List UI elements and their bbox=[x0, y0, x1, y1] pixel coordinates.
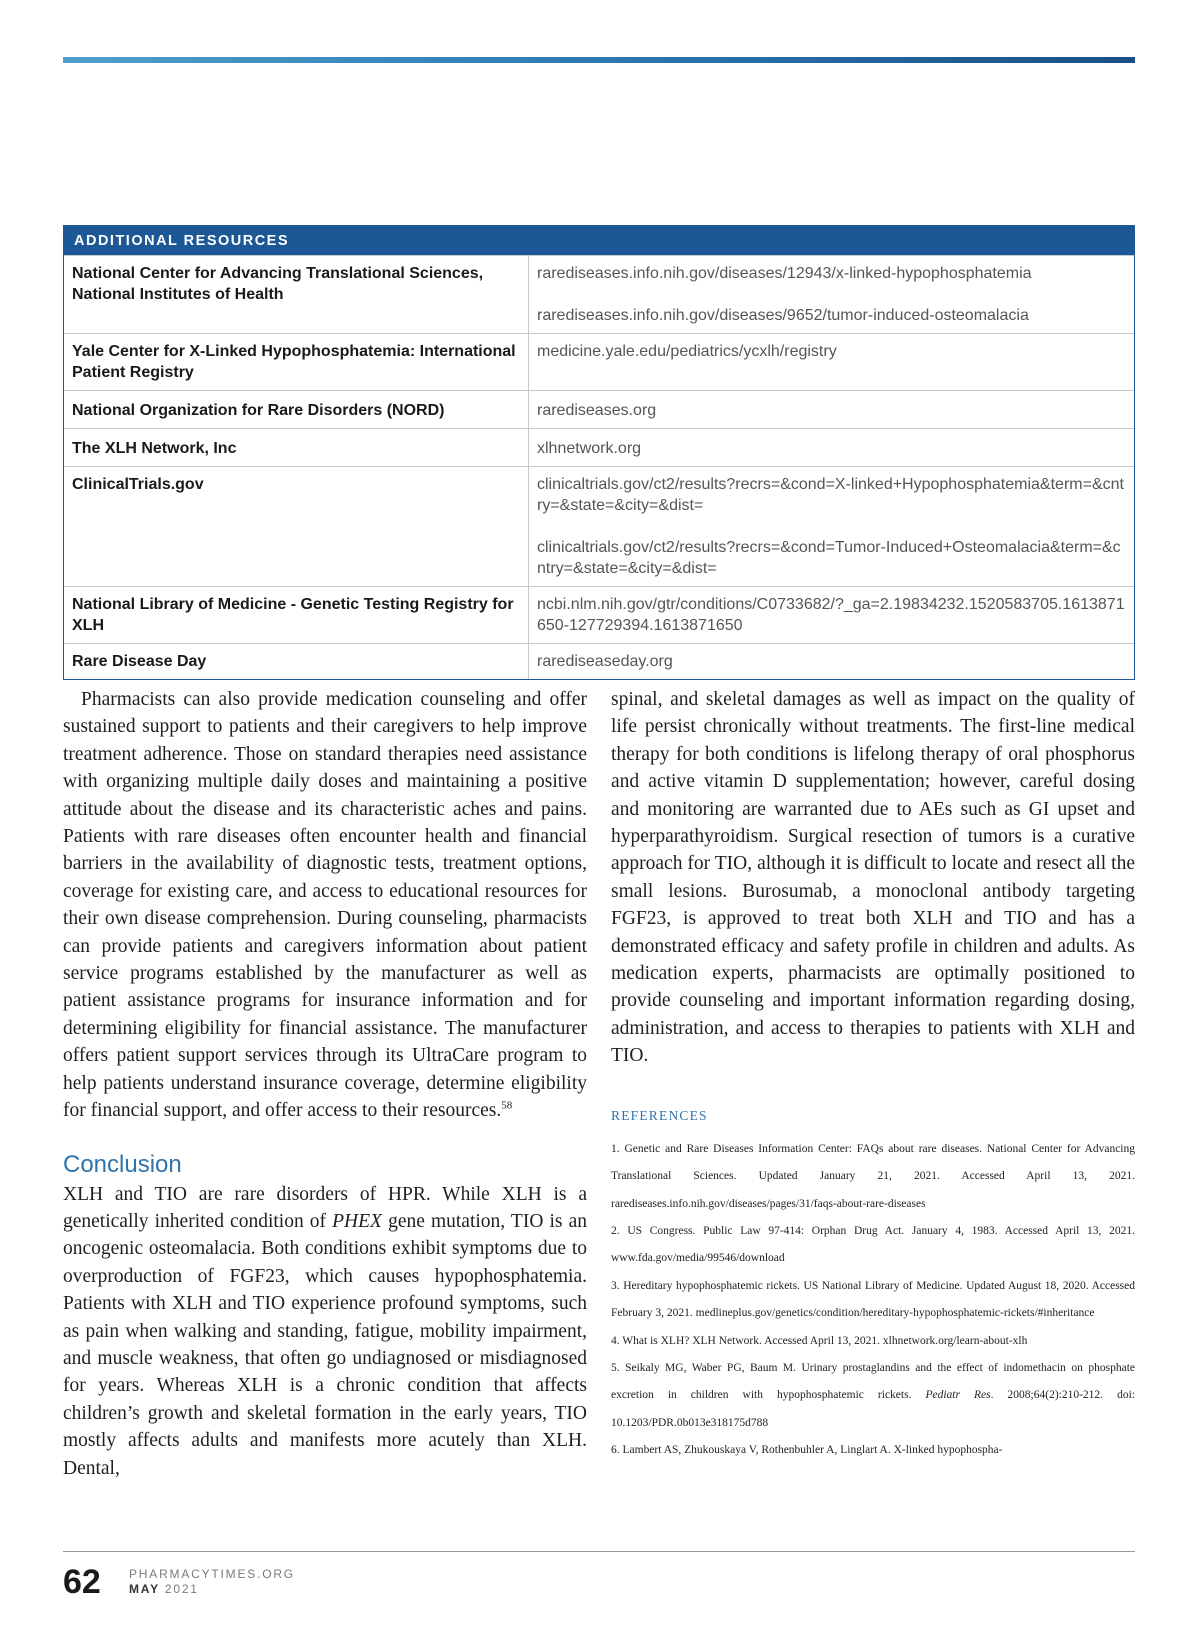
reference-item: 6. Lambert AS, Zhukouskaya V, Rothenbuhler A, Linglart A. X-linked hypophospha- bbox=[611, 1444, 1003, 1457]
resource-row bbox=[64, 390, 1134, 428]
resource-row bbox=[64, 586, 1134, 643]
resource-link[interactable]: medicine.yale.edu/pediatrics/ycxlh/registry bbox=[537, 343, 837, 360]
resources-title: ADDITIONAL RESOURCES bbox=[64, 226, 1134, 255]
resource-link[interactable]: clinicaltrials.gov/ct2/results?recrs=&cond=Tumor-Induced+Osteomalacia&term=&cntry=&state=&city=&dist= bbox=[537, 539, 1121, 577]
journal-name: Pediatr Res bbox=[925, 1389, 991, 1402]
resource-org: ClinicalTrials.gov bbox=[64, 467, 529, 586]
resource-row bbox=[64, 428, 1134, 466]
references-title: REFERENCES bbox=[611, 1107, 708, 1123]
resource-row bbox=[64, 466, 1134, 586]
conclusion-paragraph: XLH and TIO are rare disorders of HPR. While XLH is a genetically inherited condition of PHEX gene mutation, TIO is an oncogenic osteomalacia. Both conditions exhibit symptoms due to overproduction of FGF23, which causes hypophosphatemia. Patients with XLH and TIO experience profound symptoms, such as pain when walking and standing, fatigue, mobility impairment, and muscle weakness, that often go undiagnosed or misdiagnosed for years. Whereas XLH is a chronic condition that affects children’s growth and skeletal formation in the early years, TIO mostly affects adults and manifests more acutely than XLH. Dental, bbox=[63, 1183, 588, 1479]
resource-org: National Center for Advancing Translational Sciences, National Institutes of Health bbox=[64, 256, 529, 333]
conclusion-continued-paragraph: spinal, and skeletal damages as well as impact on the quality of life persist chronically without treatments. The first-line medical therapy for both conditions is lifelong therapy of oral phosphorus and active vitamin D supplementation; however, careful dosing and monitoring are warranted due to AEs such as GI upset and hyperparathyroidism. Surgical resection of tumors is a curative approach for TIO, although it is difficult to locate and resect all the small lesions. Burosumab, a monoclonal antibody targeting FGF23, is approved to treat both XLH and TIO and has a demonstrated efficacy and safety profile in children and adults. As medication experts, pharmacists are optimally positioned to provide counseling and important information regarding dosing, administration, and access to therapies to patients with XLH and TIO. bbox=[611, 689, 1135, 1067]
reference-item: 1. Genetic and Rare Diseases Information Center: FAQs about rare diseases. National Center for Advancing Translational Sciences. Updated January 21, 2021. Accessed April 13, 2021. rarediseases.info.nih.gov/diseases/pages/31/faqs-about-rare-diseases bbox=[611, 1142, 1135, 1210]
issue-date: MAY 2021 bbox=[129, 1582, 199, 1596]
resource-org: National Organization for Rare Disorders (NORD) bbox=[64, 391, 529, 428]
resource-link[interactable]: rarediseases.info.nih.gov/diseases/9652/tumor-induced-osteomalacia bbox=[537, 307, 1029, 324]
conclusion-heading: Conclusion bbox=[63, 1150, 182, 1178]
publication-info bbox=[129, 1567, 295, 1597]
resource-link[interactable]: clinicaltrials.gov/ct2/results?recrs=&cond=X-linked+Hypophosphatemia&term=&cntry=&state=&city=&dist= bbox=[537, 476, 1124, 514]
resource-link[interactable]: ncbi.nlm.nih.gov/gtr/conditions/C0733682/?_ga=2.19834232.1520583705.1613871650-127729394.1613871650 bbox=[537, 596, 1125, 634]
counseling-paragraph: Pharmacists can also provide medication counseling and offer sustained support to patients and their caregivers to help improve treatment adherence. Those on standard therapies need assistance with organizing multiple daily doses and maintaining a positive attitude about the disease and its characteristic aches and pains. Patients with rare diseases often encounter health and financial barriers in the availability of diagnostic tests, treatment options, coverage for existing care, and access to educational resources for their own disease comprehension. During counseling, pharmacists can provide patients and caregivers information about patient service programs established by the manufacturer as well as patient assistance programs for insurance information and for determining eligibility for financial assistance. The manufacturer offers patient support services through its UltraCare program to help patients understand insurance coverage, determine eligibility for financial support, and offer access to their resources.$^{58}$ bbox=[63, 689, 587, 1122]
resource-link[interactable]: rarediseaseday.org bbox=[537, 653, 673, 670]
resource-row bbox=[64, 333, 1134, 390]
citation-ref: 58 bbox=[501, 1099, 513, 1112]
page-number: 62 bbox=[63, 1563, 101, 1601]
resource-row bbox=[64, 255, 1134, 333]
resource-link[interactable]: rarediseases.info.nih.gov/diseases/12943/x-linked-hypophosphatemia bbox=[537, 265, 1032, 282]
footer-rule bbox=[63, 1551, 1135, 1552]
left-column bbox=[63, 686, 587, 1482]
reference-item: 4. What is XLH? XLH Network. Accessed April 13, 2021. xlhnetwork.org/learn-about-xlh bbox=[611, 1334, 1028, 1347]
publication-name: PHARMACYTIMES.ORG bbox=[129, 1567, 295, 1581]
right-column bbox=[611, 686, 1135, 1465]
resource-org: The XLH Network, Inc bbox=[64, 429, 529, 466]
reference-item: 3. Hereditary hypophosphatemic rickets. US National Library of Medicine. Updated August 18, 2020. Accessed February 3, 2021. medlineplus.gov/genetics/condition/hereditary-hypophosphatemic-rickets/#inheritance bbox=[611, 1279, 1135, 1320]
reference-item: 2. US Congress. Public Law 97-414: Orphan Drug Act. January 4, 1983. Accessed April 13, 2021. www.fda.gov/media/99546/download bbox=[611, 1224, 1135, 1265]
resource-org: National Library of Medicine - Genetic Testing Registry for XLH bbox=[64, 587, 529, 643]
resource-org: Yale Center for X-Linked Hypophosphatemia: International Patient Registry bbox=[64, 334, 529, 390]
top-accent-rule bbox=[63, 57, 1135, 63]
resource-row bbox=[64, 643, 1134, 679]
gene-name: PHEX bbox=[332, 1210, 382, 1232]
additional-resources-table bbox=[63, 225, 1135, 680]
resource-link[interactable]: rarediseases.org bbox=[537, 402, 657, 419]
resource-org: Rare Disease Day bbox=[64, 644, 529, 679]
reference-item: 5. Seikaly MG, Waber PG, Baum M. Urinary prostaglandins and the effect of indomethacin on phosphate excretion in children with hypophosphatemic rickets. Pediatr Res. 2008;64(2):210-212. doi: 10.1203/PDR.0b013e318175d788 bbox=[611, 1361, 1135, 1429]
resource-link[interactable]: xlhnetwork.org bbox=[537, 440, 642, 457]
